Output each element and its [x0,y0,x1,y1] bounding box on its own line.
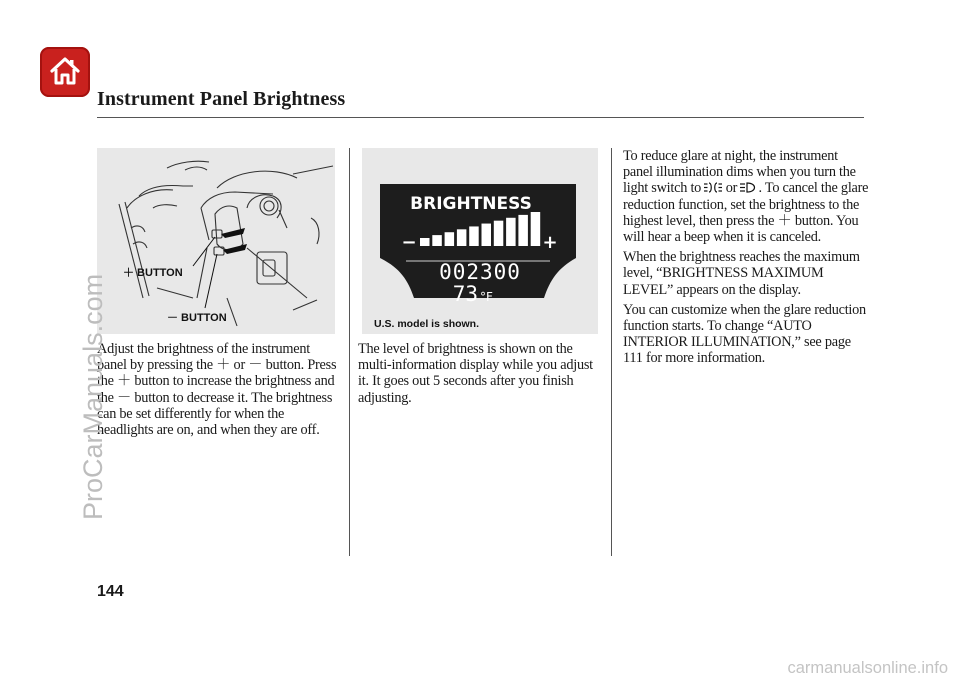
temperature-unit: °F [480,290,493,304]
title-divider [97,117,864,118]
display-plus-sign: + [542,232,558,253]
home-icon [48,54,82,88]
brightness-display-figure [362,148,598,334]
brightness-bar [420,238,430,246]
column-divider-1 [349,148,350,556]
brightness-bar [445,232,455,246]
side-watermark: ProCarManuals.com [78,273,108,520]
maximum-level-paragraph: When the brightness reaches the maximum level, “BRIGHTNESS MAXIMUM LEVEL” appears on the display. [623,249,860,298]
odometer-reading: 002300 [439,260,521,284]
brightness-bar [531,212,541,246]
dashboard-illustration [97,148,335,334]
column-divider-2 [611,148,612,556]
home-button[interactable] [40,47,90,97]
brightness-bar [494,221,504,246]
display-minus-sign: − [401,232,417,253]
minus-button-label: － BUTTON [167,312,227,324]
middle-column [358,341,602,410]
button-location-figure [97,148,335,334]
headlight-icon [740,182,758,193]
multi-information-display [362,148,598,334]
brightness-bar [469,226,479,246]
middle-column-paragraph: The level of brightness is shown on the multi-information display while you adjust it. It goes out 5 seconds after you finish adjusting. [358,341,593,406]
page-number: 144 [97,583,124,600]
plus-button-label: ＋ BUTTON [123,267,183,279]
parking-light-icon [704,182,722,193]
left-column [97,341,337,442]
glare-reduction-paragraph: To reduce glare at night, the instrument panel illumination dims when you turn the light switch to or . To cancel the glare reduction function, set the brightness to the highest level, then press the ＋ button. You will hear a beep when it is canceled. [623,148,869,246]
bottom-watermark: carmanualsonline.info [787,659,948,677]
brightness-bar [482,224,492,246]
display-heading: BRIGHTNESS [410,194,532,214]
display-caption: U.S. model is shown. [374,318,480,330]
customize-paragraph: You can customize when the glare reduction function starts. To change “AUTO INTERIOR ILLUMINATION,” see page 111 for more information. [623,301,866,367]
brightness-bar [432,235,442,246]
outside-temperature: 73 [452,282,478,306]
brightness-bar [506,218,515,246]
left-column-paragraph: Adjust the brightness of the instrument panel by pressing the ＋ or － button. Press the ＋ button to increase the brightness and the － button to decrease it. The brightness can be set differently for when the headlights are on, and when they are off. [97,341,337,439]
brightness-bar [518,215,528,246]
brightness-bar [457,229,467,246]
page-title: Instrument Panel Brightness [97,88,346,110]
right-column [623,148,869,371]
